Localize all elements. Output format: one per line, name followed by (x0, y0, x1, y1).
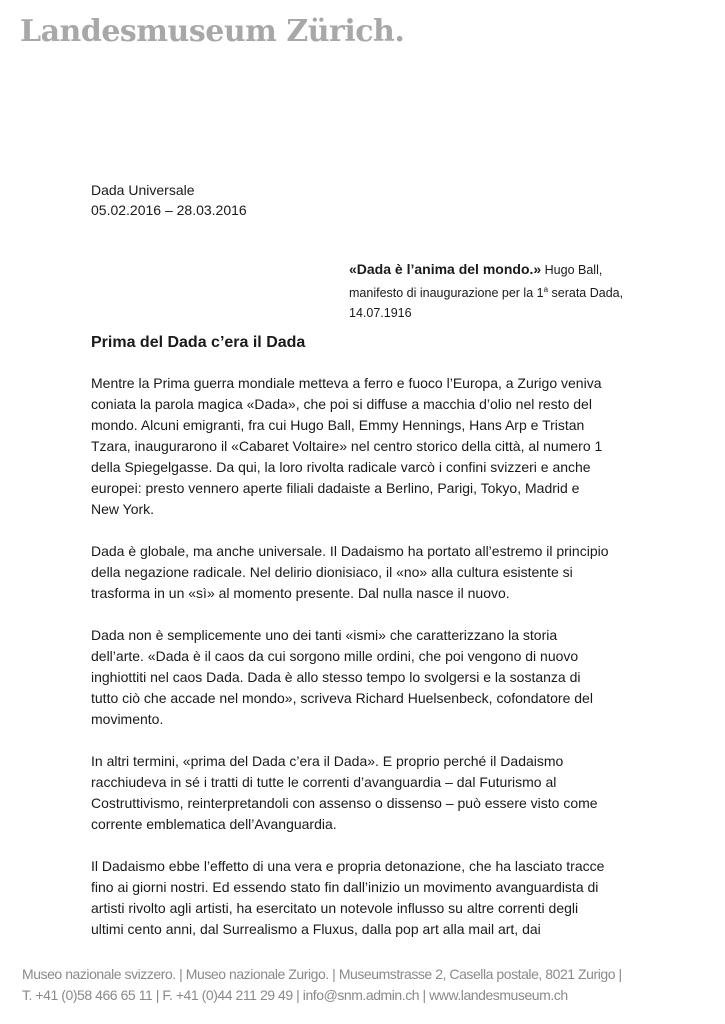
quote-author: Hugo Ball, (541, 263, 603, 277)
text-line: movimento. (91, 711, 164, 727)
quote-superscript: a (543, 285, 549, 294)
text-line: Il Dadaismo ebbe l’effetto di una vera e propria detonazione, che ha lasciato tracce (91, 858, 605, 874)
paragraph (91, 373, 609, 520)
text-line: artisti rivolto agli artisti, ha esercitato un notevole influsso su altre correnti degli (91, 900, 579, 916)
paragraph (91, 541, 609, 604)
exhibition-title: Dada Universale (91, 182, 195, 198)
footer-address: Museo nazionale svizzero. | Museo nazionale Zurigo. | Museumstrasse 2, Casella postale, 8021 Zurigo | (22, 966, 622, 982)
text-line: dell’arte. «Dada è il caos da cui sorgono mille ordini, che poi vengono di nuovo (91, 648, 579, 664)
footer-contact: T. +41 (0)58 466 65 11 | F. +41 (0)44 211 29 49 | info@snm.admin.ch | www.landesmuseum.ch (22, 987, 568, 1003)
text-line: ultimi cento anni, dal Surrealismo a Fluxus, dalla pop art alla mail art, dai (91, 921, 541, 937)
text-line: Dada non è semplicemente uno dei tanti «ismi» che caratterizzano la storia (91, 627, 558, 643)
epigraph (349, 259, 623, 323)
text-line: coniata la parola magica «Dada», che poi si diffuse a macchia d’olio nel resto del (91, 396, 592, 412)
text-line: tutto ciò che accade nel mondo», scriveva Richard Huelsenbeck, cofondatore del (91, 690, 593, 706)
text-line: della Spiegelgasse. Da qui, la loro rivolta radicale varcò i confini svizzeri e anche (91, 459, 591, 475)
text-line: della negazione radicale. Nel delirio dionisiaco, il «no» alla cultura esistente si (91, 564, 573, 580)
article-body (91, 373, 609, 961)
text-line: Costruttivismo, reinterpretandoli con assenso o dissenso – può essere visto come (91, 795, 598, 811)
text-line: corrente emblematica dell’Avanguardia. (91, 816, 337, 832)
quote-date: 14.07.1916 (349, 306, 412, 321)
footer (22, 964, 622, 1006)
exhibition-info (91, 180, 247, 220)
article-heading: Prima del Dada c’era il Dada (91, 334, 306, 351)
text-line: inghiottiti nel caos Dada. Dada è allo stesso tempo lo svolgersi e la sostanza di (91, 669, 581, 685)
text-line: Mentre la Prima guerra mondiale metteva a ferro e fuoco l’Europa, a Zurigo veniva (91, 375, 602, 391)
museum-logo: Landesmuseum Zürich. (20, 14, 405, 49)
quote-source: manifesto di inaugurazione per la 1 (349, 286, 544, 301)
paragraph (91, 856, 609, 940)
paragraph (91, 751, 609, 835)
exhibition-dates: 05.02.2016 – 28.03.2016 (91, 202, 247, 218)
text-line: Tzara, inaugurarono il «Cabaret Voltaire» nel centro storico della città, al numero 1 (91, 438, 603, 454)
text-line: Dada è globale, ma anche universale. Il Dadaismo ha portato all’estremo il principio (91, 543, 609, 559)
text-line: In altri termini, «prima del Dada c’era il Dada». E proprio perché il Dadaismo (91, 753, 564, 769)
text-line: trasforma in un «sì» al momento presente. Dal nulla nasce il nuovo. (91, 585, 510, 601)
paragraph (91, 625, 609, 730)
text-line: New York. (91, 501, 155, 517)
text-line: fino ai giorni nostri. Ed essendo stato fin dall’inizio un movimento avanguardista di (91, 879, 599, 895)
text-line: europei: presto vennero aperte filiali dadaiste a Berlino, Parigi, Tokyo, Madrid e (91, 480, 580, 496)
quote-text: «Dada è l’anima del mondo.» (349, 261, 542, 277)
text-line: racchiudeva in sé i tratti di tutte le correnti d’avanguardia – dal Futurismo al (91, 774, 557, 790)
text-line: mondo. Alcuni emigranti, fra cui Hugo Ball, Emmy Hennings, Hans Arp e Tristan (91, 417, 585, 433)
quote-source-end: serata Dada, (548, 286, 624, 301)
